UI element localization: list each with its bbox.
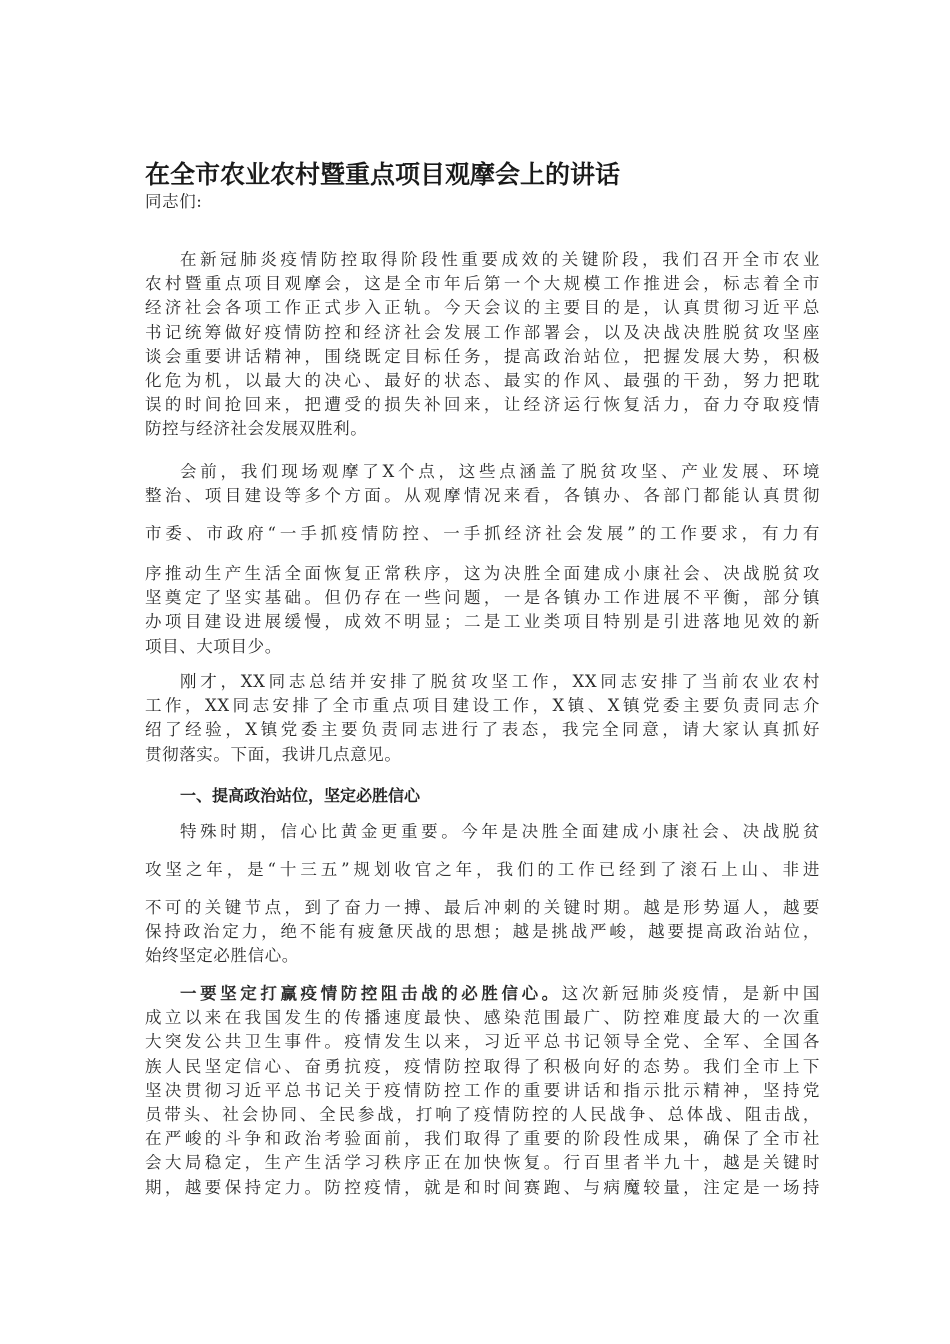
paragraph-lead-rest: 这次新冠肺炎疫情，是新中国 xyxy=(561,984,820,1003)
paragraph-line: 期，越要保持定力。防控疫情，就是和时间赛跑、与病魔较量，注定是一场持 xyxy=(145,1177,820,1197)
salutation-text: 同志们: xyxy=(145,192,203,211)
paragraph-line xyxy=(145,982,820,1006)
paragraph-2 xyxy=(145,460,820,508)
paragraph-2-cont-1 xyxy=(145,522,820,546)
paragraph-1 xyxy=(145,248,820,442)
paragraph-line: 农村暨重点项目观摩会，这是全市年后第一个大规模工作推进会，标志着全市 xyxy=(145,274,820,294)
paragraph-line: 不可的关键节点，到了奋力一搏、最后冲刺的关键时期。越是形势逼人，越要 xyxy=(145,898,820,917)
paragraph-line: 谈会重要讲话精神，围绕既定目标任务，提高政治站位，把握发展大势，积极 xyxy=(145,346,820,366)
paragraph-3 xyxy=(145,670,820,767)
paragraph-line: 市委、市政府“一手抓疫情防控、一手抓经济社会发展”的工作要求，有力有 xyxy=(145,524,820,543)
paragraph-line: 始终坚定必胜信心。 xyxy=(145,946,299,966)
paragraph-line: 在严峻的斗争和政治考验面前，我们取得了重要的阶段性成果，确保了全市社 xyxy=(145,1129,820,1149)
paragraph-line: 保持政治定力，绝不能有疲惫厌战的思想；越是挑战严峻，越要提高政治站位， xyxy=(145,922,820,942)
paragraph-lead-bold: 一要坚定打赢疫情防控阻击战的必胜信心。 xyxy=(180,984,562,1003)
paragraph-line: 族人民坚定信心、奋勇抗疫，疫情防控取得了积极向好的态势。我们全市上下 xyxy=(145,1056,820,1076)
paragraph-line: 书记统筹做好疫情防控和经济社会发展工作部署会，以及决战决胜脱贫攻坚座 xyxy=(145,322,820,342)
paragraph-line: 大突发公共卫生事件。疫情发生以来，习近平总书记领导全党、全军、全国各 xyxy=(145,1032,820,1052)
paragraph-line: 刚才，XX同志总结并安排了脱贫攻坚工作，XX同志安排了当前农业农村 xyxy=(180,672,820,691)
paragraph-4-cont-1 xyxy=(145,858,820,882)
paragraph-line: 序推动生产生活全面恢复正常秩序，这为决胜全面建成小康社会、决战脱贫攻 xyxy=(145,564,820,583)
paragraph-line: 会前，我们现场观摩了X个点，这些点涵盖了脱贫攻坚、产业发展、环境 xyxy=(180,462,820,481)
paragraph-4-cont-2 xyxy=(145,896,820,969)
paragraph-line: 坚奠定了坚实基础。但仍存在一些问题，一是各镇办工作进展不平衡，部分镇 xyxy=(145,588,820,608)
paragraph-4 xyxy=(145,820,820,844)
salutation xyxy=(145,190,820,214)
paragraph-line: 经济社会各项工作正式步入正轨。今天会议的主要目的是，认真贯彻习近平总 xyxy=(145,298,820,318)
paragraph-line: 员带头、社会协同、全民参战，打响了疫情防控的人民战争、总体战、阻击战， xyxy=(145,1105,820,1125)
paragraph-line: 化危为机，以最大的决心、最好的状态、最实的作风、最强的干劲，努力把耽 xyxy=(145,371,820,391)
paragraph-line: 特殊时期，信心比黄金更重要。今年是决胜全面建成小康社会、决战脱贫 xyxy=(180,822,820,841)
paragraph-line: 项目、大项目少。 xyxy=(145,636,282,656)
paragraph-line: 防控与经济社会发展双胜利。 xyxy=(145,419,368,439)
paragraph-line: 贯彻落实。下面，我讲几点意见。 xyxy=(145,744,402,764)
section-heading: 一、提高政治站位，坚定必胜信心 xyxy=(180,786,421,805)
paragraph-line: 坚决贯彻习近平总书记关于疫情防控工作的重要讲话和指示批示精神，坚持党 xyxy=(145,1080,820,1100)
paragraph-line: 整治、项目建设等多个方面。从观摩情况来看，各镇办、各部门都能认真贯彻 xyxy=(145,486,820,506)
paragraph-line: 办项目建设进展缓慢，成效不明显；二是工业类项目特别是引进落地见效的新 xyxy=(145,612,820,632)
paragraph-5 xyxy=(145,982,820,1200)
paragraph-line: 成立以来在我国发生的传播速度最快、感染范围最广、防控难度最大的一次重 xyxy=(145,1008,820,1028)
document-title: 在全市农业农村暨重点项目观摩会上的讲话 xyxy=(145,160,621,189)
paragraph-2-cont-2 xyxy=(145,562,820,659)
paragraph-line: 绍了经验，X镇党委主要负责同志进行了表态，我完全同意，请大家认真抓好 xyxy=(145,720,820,740)
paragraph-line: 工作，XX同志安排了全市重点项目建设工作，X镇、X镇党委主要负责同志介 xyxy=(145,696,820,716)
paragraph-line: 误的时间抢回来，把遭受的损失补回来，让经济运行恢复活力，奋力夺取疫情 xyxy=(145,395,820,415)
paragraph-line: 在新冠肺炎疫情防控取得阶段性重要成效的关键阶段，我们召开全市农业 xyxy=(180,250,820,269)
paragraph-line: 会大局稳定，生产生活学习秩序正在加快恢复。行百里者半九十，越是关键时 xyxy=(145,1153,820,1173)
paragraph-line: 攻坚之年，是“十三五”规划收官之年，我们的工作已经到了滚石上山、非进 xyxy=(145,860,820,879)
